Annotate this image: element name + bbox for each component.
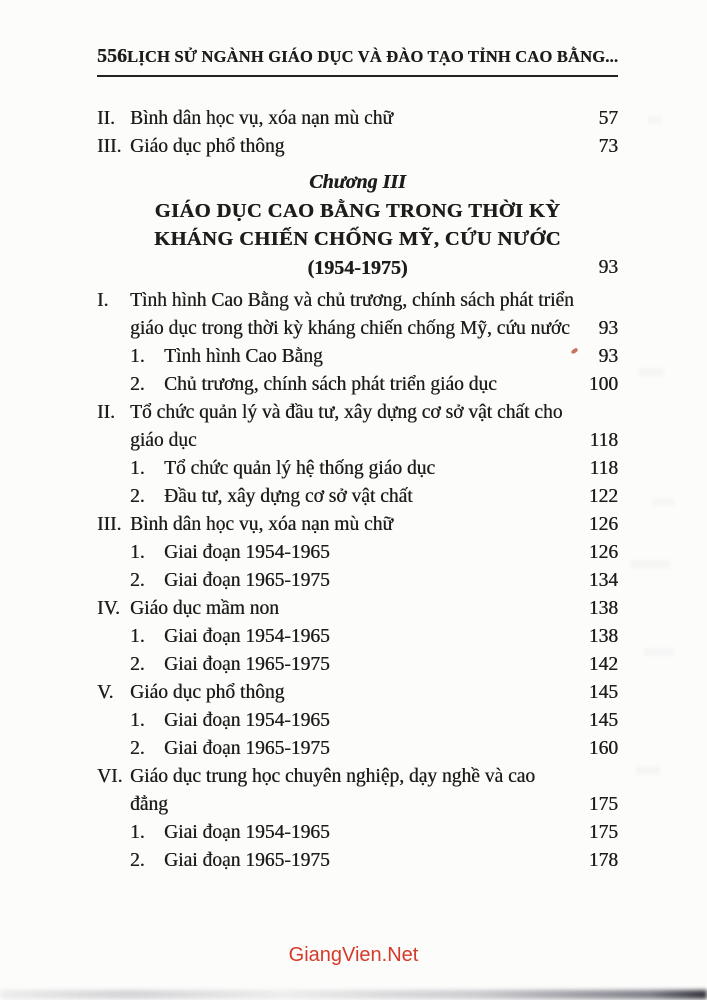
- watermark: GiangVien.Net: [288, 944, 419, 966]
- toc-entry-title: Bình dân học vụ, xóa nạn mù chữ: [130, 108, 393, 129]
- toc-entry-page: 145: [588, 710, 618, 731]
- chapter-years: (1954-1975): [307, 256, 408, 279]
- toc-entry-text: [97, 105, 585, 133]
- toc-entry: [97, 679, 618, 707]
- toc-entry-text: [97, 133, 585, 161]
- toc-entry-text: [97, 595, 575, 623]
- scan-bleed-artifact: [636, 766, 660, 775]
- toc-entry-text: [97, 623, 575, 651]
- scan-shadow-band: [0, 990, 707, 999]
- toc-entry-page: 138: [588, 626, 618, 647]
- toc-entry-text: [97, 371, 575, 399]
- toc-entry-title: Tổ chức quản lý và đầu tư, xây dựng cơ sở vật chất cho giáo dục: [130, 402, 563, 451]
- toc-entry-label: 1.: [130, 626, 145, 647]
- toc-entry-title: Đầu tư, xây dựng cơ sở vật chất: [164, 486, 413, 507]
- toc-main-list: [97, 287, 618, 875]
- toc-entry-text: [97, 399, 575, 455]
- scan-bleed-artifact: [644, 648, 674, 656]
- toc-entry-text: [97, 287, 585, 343]
- toc-entry-title: Giai đoạn 1954-1965: [164, 542, 330, 563]
- scan-bleed-artifact: [638, 368, 664, 377]
- toc-entry: [97, 763, 618, 819]
- page-content: [97, 44, 618, 875]
- toc-entry-text: [97, 763, 575, 819]
- toc-entry: [97, 105, 618, 133]
- toc-entry-title: Giáo dục trung học chuyên nghiệp, dạy nghề và cao đẳng: [130, 766, 536, 815]
- toc-entry-page: 118: [589, 458, 618, 479]
- toc-entry: [97, 399, 618, 455]
- toc-entry-title: Giai đoạn 1954-1965: [164, 822, 330, 843]
- toc-entry-title: Giai đoạn 1965-1975: [164, 738, 330, 759]
- toc-entry-title: Giai đoạn 1965-1975: [164, 570, 330, 591]
- toc-entry-text: [97, 679, 575, 707]
- toc-entry-title: Giáo dục phổ thông: [130, 682, 285, 703]
- toc-entry-label: VI.: [97, 766, 123, 787]
- toc-entry: [97, 133, 618, 161]
- toc-entry-page: 134: [588, 570, 618, 591]
- toc-entry-label: 2.: [130, 374, 145, 395]
- running-title: LỊCH SỬ NGÀNH GIÁO DỤC VÀ ĐÀO TẠO TỈNH CAO BẰNG...: [127, 47, 619, 66]
- toc-entry-text: [97, 819, 575, 847]
- toc-entry-label: I.: [97, 290, 109, 311]
- toc-entry-label: 1.: [130, 458, 145, 479]
- toc-entry: [97, 651, 618, 679]
- toc-entry-label: V.: [97, 682, 114, 703]
- toc-entry-label: 1.: [130, 542, 145, 563]
- toc-entry-page: 57: [598, 108, 618, 129]
- toc-entry: [97, 539, 618, 567]
- toc-entry-label: 2.: [130, 850, 145, 871]
- scan-bleed-artifact: [648, 116, 662, 124]
- toc-pre-list: [97, 105, 618, 161]
- toc-entry-label: 2.: [130, 486, 145, 507]
- toc-entry-page: 73: [598, 136, 618, 157]
- page-number: 556: [97, 45, 127, 67]
- toc-entry-text: [97, 847, 575, 875]
- chapter-title-line-2: KHÁNG CHIẾN CHỐNG MỸ, CỨU NƯỚC: [154, 228, 561, 250]
- toc-entry-text: [97, 567, 575, 595]
- toc-entry-label: 2.: [130, 570, 145, 591]
- toc-entry-page: 175: [588, 822, 618, 843]
- toc-entry: [97, 735, 618, 763]
- chapter-years-row: [97, 254, 618, 283]
- toc-entry-text: [97, 343, 585, 371]
- toc-entry-label: III.: [97, 136, 122, 157]
- toc-entry-text: [97, 511, 575, 539]
- running-header: [97, 44, 618, 69]
- toc-entry-page: 175: [588, 794, 618, 815]
- scan-bleed-artifact: [652, 498, 674, 506]
- toc-entry-label: IV.: [97, 598, 120, 619]
- toc-entry-text: [97, 539, 575, 567]
- toc-entry: [97, 847, 618, 875]
- toc-entry-page: 145: [588, 682, 618, 703]
- toc-entry-title: Giai đoạn 1954-1965: [164, 626, 330, 647]
- toc-entry-text: [97, 735, 575, 763]
- toc-entry: [97, 343, 618, 371]
- toc-entry-label: 2.: [130, 738, 145, 759]
- toc-entry-label: II.: [97, 402, 115, 423]
- chapter-title-line-1: GIÁO DỤC CAO BẰNG TRONG THỜI KỲ: [154, 199, 561, 222]
- toc-entry: [97, 595, 618, 623]
- toc-entry-page: 100: [588, 374, 618, 395]
- toc-entry: [97, 287, 618, 343]
- toc-entry-title: Giáo dục phổ thông: [130, 136, 285, 157]
- toc-entry-title: Tình hình Cao Bằng: [164, 346, 323, 367]
- toc-entry-label: 2.: [130, 654, 145, 675]
- toc-entry: [97, 707, 618, 735]
- toc-entry-label: 1.: [130, 710, 145, 731]
- toc-entry-label: 1.: [130, 822, 145, 843]
- toc-entry-title: Chủ trương, chính sách phát triển giáo dục: [164, 374, 497, 395]
- header-rule: [97, 75, 618, 77]
- toc-entry: [97, 623, 618, 651]
- chapter-kicker: Chương III: [309, 171, 406, 193]
- chapter-page-number: 93: [598, 256, 618, 278]
- toc-entry: [97, 371, 618, 399]
- toc-entry-text: [97, 483, 575, 511]
- toc-entry-title: Tổ chức quản lý hệ thống giáo dục: [164, 458, 436, 479]
- toc-entry-title: Tình hình Cao Bằng và chủ trương, chính sách phát triển giáo dục trong thời kỳ kháng chiến chống Mỹ, cứu nước: [130, 290, 574, 339]
- toc-entry-title: Giai đoạn 1954-1965: [164, 710, 330, 731]
- toc-entry-page: 122: [588, 486, 618, 507]
- toc-entry-page: 93: [598, 318, 618, 339]
- toc-entry: [97, 567, 618, 595]
- toc-entry-text: [97, 651, 575, 679]
- toc-entry-label: III.: [97, 514, 122, 535]
- toc-entry-page: 138: [588, 598, 618, 619]
- toc-entry-title: Giáo dục mầm non: [130, 598, 279, 619]
- scan-bleed-artifact: [630, 560, 670, 569]
- toc-entry-page: 142: [588, 654, 618, 675]
- toc-entry-label: 1.: [130, 346, 145, 367]
- toc-entry: [97, 455, 618, 483]
- toc-entry-title: Bình dân học vụ, xóa nạn mù chữ: [130, 514, 393, 535]
- toc-entry-page: 178: [588, 850, 618, 871]
- toc-entry-label: II.: [97, 108, 115, 129]
- toc-entry-title: Giai đoạn 1965-1975: [164, 654, 330, 675]
- chapter-heading: [97, 168, 618, 282]
- toc-entry: [97, 511, 618, 539]
- toc-entry-page: 126: [588, 514, 618, 535]
- toc-entry-page: 126: [588, 542, 618, 563]
- toc-entry-text: [97, 455, 575, 483]
- toc-entry-title: Giai đoạn 1965-1975: [164, 850, 330, 871]
- toc-entry-page: 118: [589, 430, 618, 451]
- toc-entry-page: 160: [588, 738, 618, 759]
- toc-entry-page: 93: [598, 346, 618, 367]
- toc-entry-text: [97, 707, 575, 735]
- toc-entry: [97, 483, 618, 511]
- toc-entry: [97, 819, 618, 847]
